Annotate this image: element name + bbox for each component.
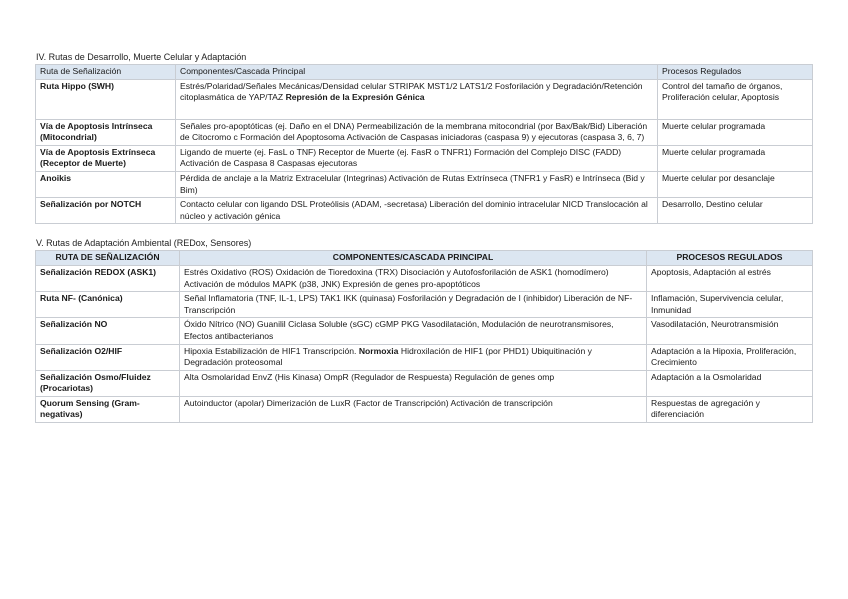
pathway-processes: Inflamación, Supervivencia celular, Inmunidad [647,292,813,318]
pathway-name: Ruta Hippo (SWH) [36,79,176,119]
pathway-processes: Desarrollo, Destino celular [658,198,813,224]
table-row [36,79,813,119]
header-processes: PROCESOS REGULADOS [647,251,813,266]
header-components: Componentes/Cascada Principal [176,65,658,80]
pathway-processes: Respuestas de agregación y diferenciación [647,396,813,422]
pathway-name: Señalización NO [36,318,180,344]
pathway-components: Estrés/Polaridad/Señales Mecánicas/Densidad celular STRIPAK MST1/2 LATS1/2 Fosforilación y Degradación/Retención citoplasmática de YAP/TAZ Represión de la Expresión Génica [176,79,658,119]
pathway-components: Estrés Oxidativo (ROS) Oxidación de Tioredoxina (TRX) Disociación y Autofosforilación de ASK1 (homodímero) Activación de módulos MAPK (p38, JNK) Expresión de genes pro-apoptóticos [180,265,647,291]
section-title-iv: IV. Rutas de Desarrollo, Muerte Celular y Adaptación [36,52,247,62]
pathway-name: Anoikis [36,171,176,197]
pathway-name: Vía de Apoptosis Intrínseca (Mitocondrial) [36,119,176,145]
table-row [36,370,813,396]
pathway-name: Señalización REDOX (ASK1) [36,265,180,291]
table-row [36,292,813,318]
header-pathway: RUTA DE SEÑALIZACIÓN [36,251,180,266]
table-environmental-adaptation [35,250,813,423]
header-components: COMPONENTES/CASCADA PRINCIPAL [180,251,647,266]
pathway-name: Ruta NF- (Canónica) [36,292,180,318]
pathway-processes: Muerte celular programada [658,145,813,171]
table-row [36,119,813,145]
table-development-death [35,64,813,224]
table-row [36,344,813,370]
table-header-row [36,251,813,266]
pathway-processes: Muerte celular por desanclaje [658,171,813,197]
pathway-components: Autoinductor (apolar) Dimerización de LuxR (Factor de Transcripción) Activación de transcripción [180,396,647,422]
header-pathway: Ruta de Señalización [36,65,176,80]
pathway-name: Quorum Sensing (Gram-negativas) [36,396,180,422]
pathway-processes: Muerte celular programada [658,119,813,145]
pathway-components: Señal Inflamatoria (TNF, IL-1, LPS) TAK1 IKK (quinasa) Fosforilación y Degradación de I (inhibidor) Liberación de NF- Transcripción [180,292,647,318]
table-row [36,145,813,171]
pathway-processes: Adaptación a la Hipoxia, Proliferación, Crecimiento [647,344,813,370]
header-processes: Procesos Regulados [658,65,813,80]
table-row [36,318,813,344]
pathway-components: Ligando de muerte (ej. FasL o TNF) Receptor de Muerte (ej. FasR o TNFR1) Formación del Complejo DISC (FADD) Activación de Caspasa 8 Caspasas ejecutoras [176,145,658,171]
pathway-name: Vía de Apoptosis Extrínseca (Receptor de Muerte) [36,145,176,171]
section-title-v: V. Rutas de Adaptación Ambiental (REDox, Sensores) [36,238,252,249]
pathway-processes: Apoptosis, Adaptación al estrés [647,265,813,291]
table-row [36,171,813,197]
pathway-processes: Adaptación a la Osmolaridad [647,370,813,396]
pathway-name: Señalización O2/HIF [36,344,180,370]
pathway-components: Hipoxia Estabilización de HIF1 Transcripción. Normoxia Hidroxilación de HIF1 (por PHD1) Ubiquitinación y Degradación proteosomal [180,344,647,370]
table-row [36,198,813,224]
pathway-name: Señalización por NOTCH [36,198,176,224]
table-header-row [36,65,813,80]
pathway-components: Alta Osmolaridad EnvZ (His Kinasa) OmpR (Regulador de Respuesta) Regulación de genes omp [180,370,647,396]
table-row [36,265,813,291]
pathway-name: Señalización Osmo/Fluidez (Procariotas) [36,370,180,396]
pathway-processes: Vasodilatación, Neurotransmisión [647,318,813,344]
pathway-processes: Control del tamaño de órganos, Proliferación celular, Apoptosis [658,79,813,119]
table-row [36,396,813,422]
document-page [35,52,812,423]
pathway-components: Pérdida de anclaje a la Matriz Extracelular (Integrinas) Activación de Rutas Extrínseca (TNFR1 y FasR) e Intrínseca (Bid y Bim) [176,171,658,197]
pathway-components: Señales pro-apoptóticas (ej. Daño en el DNA) Permeabilización de la membrana mitocondrial (por Bax/Bak/Bid) Liberación de Citocromo c Formación del Apoptosoma Activación de Caspasas iniciadoras (caspasa 9) y ejecutoras (caspasa 3, 6, 7) [176,119,658,145]
pathway-components: Contacto celular con ligando DSL Proteólisis (ADAM, -secretasa) Liberación del dominio intracelular NICD Translocación al núcleo y activación génica [176,198,658,224]
pathway-components: Óxido Nítrico (NO) Guanilil Ciclasa Soluble (sGC) cGMP PKG Vasodilatación, Modulación de neurotransmisores, Efectos antibacterianos [180,318,647,344]
